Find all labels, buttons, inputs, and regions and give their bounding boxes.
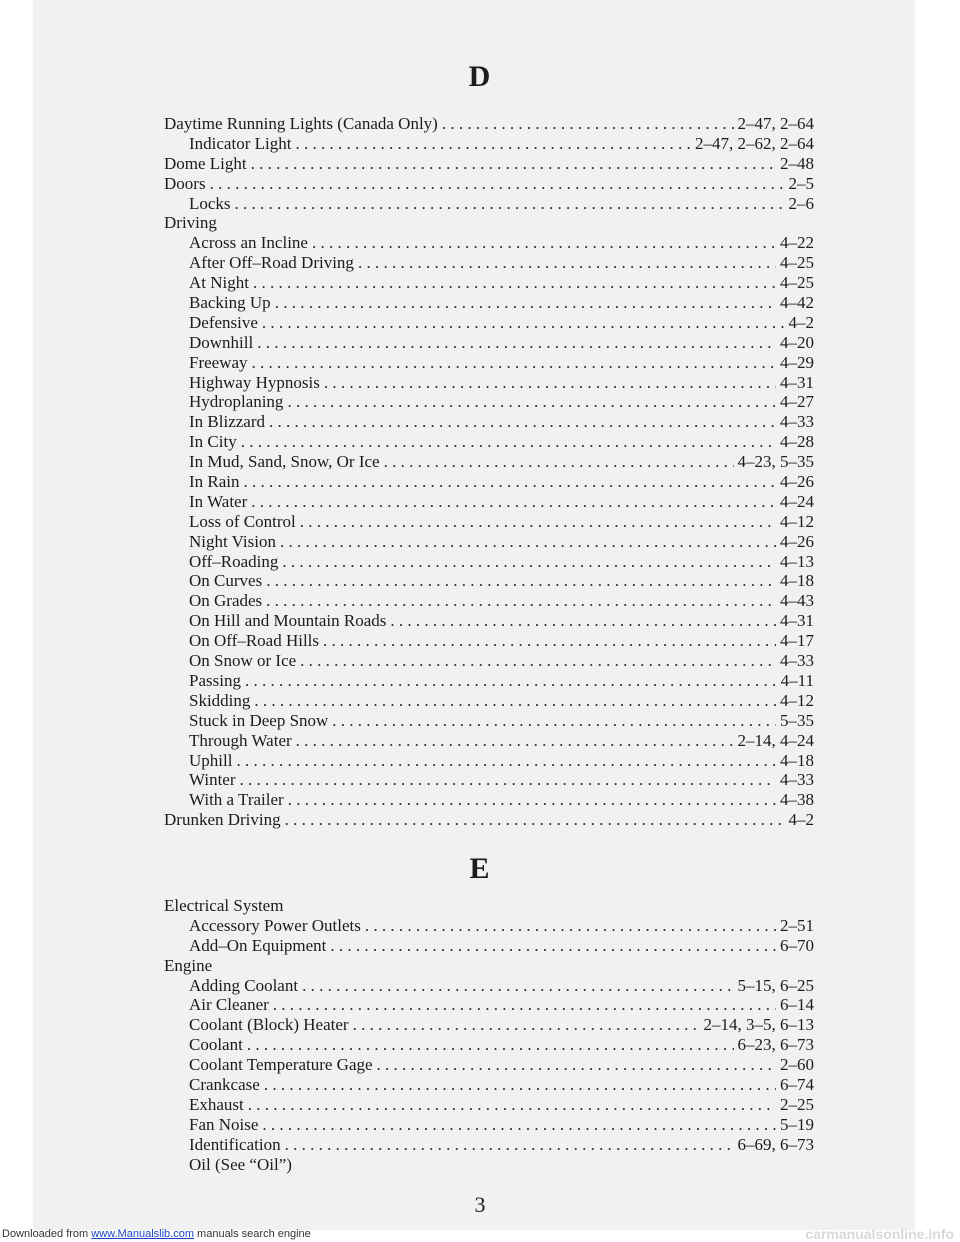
entry-label: Air Cleaner bbox=[189, 995, 269, 1015]
entry-pages: 6–14 bbox=[780, 995, 814, 1015]
dot-leader bbox=[262, 1115, 776, 1135]
entry-pages: 2–48 bbox=[780, 153, 814, 173]
dot-leader bbox=[235, 194, 785, 214]
dot-leader bbox=[282, 552, 776, 572]
dot-leader bbox=[300, 651, 776, 671]
entry-pages: 4–27 bbox=[780, 392, 814, 412]
entry-label: Accessory Power Outlets bbox=[189, 915, 361, 935]
entry-label: In Blizzard bbox=[189, 412, 265, 432]
entry-pages: 4–25 bbox=[780, 273, 814, 293]
index-list-d bbox=[164, 114, 814, 830]
dot-leader bbox=[240, 770, 776, 790]
index-entry bbox=[164, 1095, 814, 1115]
entry-pages: 4–18 bbox=[780, 571, 814, 591]
dot-leader bbox=[251, 154, 776, 174]
dot-leader bbox=[264, 1075, 776, 1095]
index-entry bbox=[164, 651, 814, 671]
entry-pages: 5–15, 6–25 bbox=[737, 975, 814, 995]
index-entry bbox=[164, 995, 814, 1015]
entry-pages: 4–42 bbox=[780, 293, 814, 313]
entry-label: Drunken Driving bbox=[164, 810, 281, 830]
entry-label: Crankcase bbox=[189, 1075, 260, 1095]
entry-label: In Mud, Sand, Snow, Or Ice bbox=[189, 452, 380, 472]
index-entry bbox=[164, 213, 814, 233]
entry-label: Skidding bbox=[189, 690, 251, 710]
dot-leader bbox=[288, 790, 776, 810]
index-entry bbox=[164, 1015, 814, 1035]
entry-pages: 4–2 bbox=[788, 312, 814, 332]
entry-pages: 4–22 bbox=[780, 233, 814, 253]
index-entry bbox=[164, 313, 814, 333]
footer-source bbox=[2, 1226, 311, 1242]
index-list-e bbox=[164, 896, 814, 1174]
entry-label: Locks bbox=[189, 193, 231, 213]
entry-label: Electrical System bbox=[164, 896, 284, 915]
entry-pages: 4–28 bbox=[780, 432, 814, 452]
dot-leader bbox=[269, 412, 776, 432]
index-entry bbox=[164, 373, 814, 393]
index-entry bbox=[164, 273, 814, 293]
entry-label: On Off–Road Hills bbox=[189, 631, 320, 651]
entry-label: Loss of Control bbox=[189, 511, 296, 531]
entry-label: At Night bbox=[189, 273, 249, 293]
dot-leader bbox=[285, 1135, 734, 1155]
entry-pages: 4–29 bbox=[780, 352, 814, 372]
entry-label: Oil (See “Oil”) bbox=[189, 1154, 292, 1174]
dot-leader bbox=[312, 233, 776, 253]
entry-label: Engine bbox=[164, 955, 213, 975]
index-entry bbox=[164, 532, 814, 552]
index-entry bbox=[164, 1075, 814, 1095]
index-entry bbox=[164, 452, 814, 472]
index-entry bbox=[164, 194, 814, 214]
entry-pages: 2–14, 4–24 bbox=[737, 730, 814, 750]
entry-label: Driving bbox=[164, 213, 217, 233]
watermark: carmanualsonline.info bbox=[805, 1226, 954, 1242]
entry-label: Coolant (Block) Heater bbox=[189, 1015, 349, 1035]
dot-leader bbox=[323, 631, 776, 651]
index-entry bbox=[164, 1035, 814, 1055]
index-entry bbox=[164, 154, 814, 174]
entry-pages: 6–69, 6–73 bbox=[737, 1134, 814, 1154]
index-entry bbox=[164, 751, 814, 771]
dot-leader bbox=[280, 532, 776, 552]
index-entry bbox=[164, 916, 814, 936]
index-entry bbox=[164, 976, 814, 996]
dot-leader bbox=[252, 353, 776, 373]
dot-leader bbox=[296, 731, 734, 751]
download-footer bbox=[0, 1226, 960, 1242]
entry-pages: 2–5 bbox=[788, 173, 814, 193]
entry-pages: 4–31 bbox=[780, 372, 814, 392]
section-letter-e: E bbox=[469, 852, 491, 885]
index-entry bbox=[164, 253, 814, 273]
dot-leader bbox=[287, 392, 776, 412]
entry-pages: 4–12 bbox=[780, 690, 814, 710]
index-entry bbox=[164, 711, 814, 731]
entry-pages: 4–12 bbox=[780, 511, 814, 531]
entry-label: Off–Roading bbox=[189, 551, 279, 571]
dot-leader bbox=[365, 916, 776, 936]
dot-leader bbox=[302, 976, 733, 996]
dot-leader bbox=[390, 611, 776, 631]
entry-pages: 4–2 bbox=[788, 810, 814, 830]
dot-leader bbox=[377, 1055, 776, 1075]
dot-leader bbox=[273, 995, 776, 1015]
index-entry bbox=[164, 671, 814, 691]
index-entry bbox=[164, 412, 814, 432]
entry-pages: 4–24 bbox=[780, 491, 814, 511]
entry-pages: 2–25 bbox=[780, 1094, 814, 1114]
entry-label: Highway Hypnosis bbox=[189, 372, 320, 392]
entry-pages: 2–51 bbox=[780, 915, 814, 935]
entry-pages: 4–33 bbox=[780, 412, 814, 432]
entry-pages: 4–38 bbox=[780, 790, 814, 810]
entry-pages: 2–60 bbox=[780, 1055, 814, 1075]
entry-pages: 2–6 bbox=[788, 193, 814, 213]
dot-leader bbox=[253, 273, 776, 293]
index-entry bbox=[164, 611, 814, 631]
dot-leader bbox=[241, 432, 776, 452]
entry-label: On Hill and Mountain Roads bbox=[189, 611, 387, 631]
index-entry bbox=[164, 896, 814, 916]
entry-label: Uphill bbox=[189, 750, 233, 770]
index-entry bbox=[164, 571, 814, 591]
dot-leader bbox=[236, 751, 776, 771]
dot-leader bbox=[353, 1015, 700, 1035]
entry-label: Downhill bbox=[189, 332, 254, 352]
index-entry bbox=[164, 1135, 814, 1155]
entry-label: After Off–Road Driving bbox=[189, 253, 354, 273]
index-entry bbox=[164, 392, 814, 412]
index-entry bbox=[164, 790, 814, 810]
dot-leader bbox=[254, 691, 776, 711]
dot-leader bbox=[266, 571, 776, 591]
dot-leader bbox=[358, 253, 776, 273]
entry-label: Backing Up bbox=[189, 293, 271, 313]
entry-label: Coolant bbox=[189, 1035, 243, 1055]
entry-pages: 4–43 bbox=[780, 591, 814, 611]
dot-leader bbox=[442, 114, 734, 134]
entry-pages: 5–19 bbox=[780, 1114, 814, 1134]
entry-label: Coolant Temperature Gage bbox=[189, 1055, 373, 1075]
entry-label: On Snow or Ice bbox=[189, 651, 297, 671]
entry-pages: 6–74 bbox=[780, 1075, 814, 1095]
entry-label: Add–On Equipment bbox=[189, 935, 327, 955]
entry-label: Stuck in Deep Snow bbox=[189, 710, 329, 730]
index-entry bbox=[164, 1055, 814, 1075]
index-entry bbox=[164, 631, 814, 651]
entry-pages: 4–23, 5–35 bbox=[737, 452, 814, 472]
index-entry bbox=[164, 936, 814, 956]
index-entry bbox=[164, 472, 814, 492]
index-entry bbox=[164, 810, 814, 830]
index-entry bbox=[164, 956, 814, 976]
dot-leader bbox=[384, 452, 734, 472]
entry-pages: 4–17 bbox=[780, 631, 814, 651]
index-entry bbox=[164, 353, 814, 373]
dot-leader bbox=[266, 591, 776, 611]
entry-pages: 4–33 bbox=[780, 651, 814, 671]
dot-leader bbox=[300, 512, 776, 532]
dot-leader bbox=[248, 1095, 776, 1115]
manualslib-link[interactable]: www.Manualslib.com bbox=[91, 1228, 194, 1240]
index-entry bbox=[164, 731, 814, 751]
entry-label: Indicator Light bbox=[189, 133, 292, 153]
page-number: 3 bbox=[474, 1192, 486, 1217]
entry-label: Night Vision bbox=[189, 531, 276, 551]
dot-leader bbox=[251, 492, 776, 512]
dot-leader bbox=[262, 313, 785, 333]
entry-label: On Grades bbox=[189, 591, 263, 611]
entry-label: Hydroplaning bbox=[189, 392, 284, 412]
entry-pages: 4–11 bbox=[780, 670, 814, 690]
entry-label: Adding Coolant bbox=[189, 975, 299, 995]
dot-leader bbox=[275, 293, 776, 313]
entry-pages: 6–70 bbox=[780, 935, 814, 955]
index-entry bbox=[164, 512, 814, 532]
index-entry bbox=[164, 1115, 814, 1135]
index-entry bbox=[164, 174, 814, 194]
index-entry bbox=[164, 432, 814, 452]
entry-pages: 4–20 bbox=[780, 332, 814, 352]
dot-leader bbox=[324, 373, 776, 393]
entry-label: Defensive bbox=[189, 312, 258, 332]
entry-pages: 4–31 bbox=[780, 611, 814, 631]
entry-label: Across an Incline bbox=[189, 233, 308, 253]
index-entry bbox=[164, 591, 814, 611]
entry-label: Exhaust bbox=[189, 1094, 244, 1114]
dot-leader bbox=[332, 711, 776, 731]
entry-label: Fan Noise bbox=[189, 1114, 259, 1134]
entry-pages: 6–23, 6–73 bbox=[737, 1035, 814, 1055]
entry-pages: 4–13 bbox=[780, 551, 814, 571]
entry-label: Identification bbox=[189, 1134, 281, 1154]
entry-label: On Curves bbox=[189, 571, 263, 591]
entry-pages: 4–25 bbox=[780, 253, 814, 273]
entry-label: In City bbox=[189, 432, 237, 452]
index-entry bbox=[164, 492, 814, 512]
dot-leader bbox=[257, 333, 776, 353]
dot-leader bbox=[295, 134, 691, 154]
entry-pages: 4–26 bbox=[780, 472, 814, 492]
index-entry bbox=[164, 691, 814, 711]
index-entry bbox=[164, 233, 814, 253]
dot-leader bbox=[285, 810, 785, 830]
entry-label: With a Trailer bbox=[189, 790, 284, 810]
entry-label: In Rain bbox=[189, 472, 240, 492]
entry-pages: 2–47, 2–62, 2–64 bbox=[695, 133, 814, 153]
index-entry bbox=[164, 770, 814, 790]
dot-leader bbox=[245, 671, 777, 691]
section-letter-d: D bbox=[468, 60, 492, 93]
footer-prefix: Downloaded from bbox=[2, 1228, 89, 1240]
dot-leader bbox=[330, 936, 776, 956]
entry-label: Passing bbox=[189, 670, 241, 690]
entry-label: Doors bbox=[164, 173, 206, 193]
entry-pages: 2–47, 2–64 bbox=[737, 114, 814, 133]
entry-label: Daytime Running Lights (Canada Only) bbox=[164, 114, 438, 133]
entry-pages: 5–35 bbox=[780, 710, 814, 730]
entry-label: Dome Light bbox=[164, 153, 247, 173]
index-entry bbox=[164, 333, 814, 353]
entry-label: Freeway bbox=[189, 352, 248, 372]
dot-leader bbox=[210, 174, 785, 194]
dot-leader bbox=[244, 472, 776, 492]
entry-label: Through Water bbox=[189, 730, 292, 750]
entry-pages: 4–26 bbox=[780, 531, 814, 551]
index-entry bbox=[164, 552, 814, 572]
entry-label: In Water bbox=[189, 491, 248, 511]
index-entry bbox=[164, 134, 814, 154]
entry-label: Winter bbox=[189, 770, 236, 790]
footer-suffix: manuals search engine bbox=[197, 1228, 311, 1240]
index-entry bbox=[164, 1155, 814, 1175]
dot-leader bbox=[247, 1035, 734, 1055]
entry-pages: 2–14, 3–5, 6–13 bbox=[703, 1015, 814, 1035]
entry-pages: 4–18 bbox=[780, 750, 814, 770]
index-entry bbox=[164, 114, 814, 134]
entry-pages: 4–33 bbox=[780, 770, 814, 790]
index-entry bbox=[164, 293, 814, 313]
